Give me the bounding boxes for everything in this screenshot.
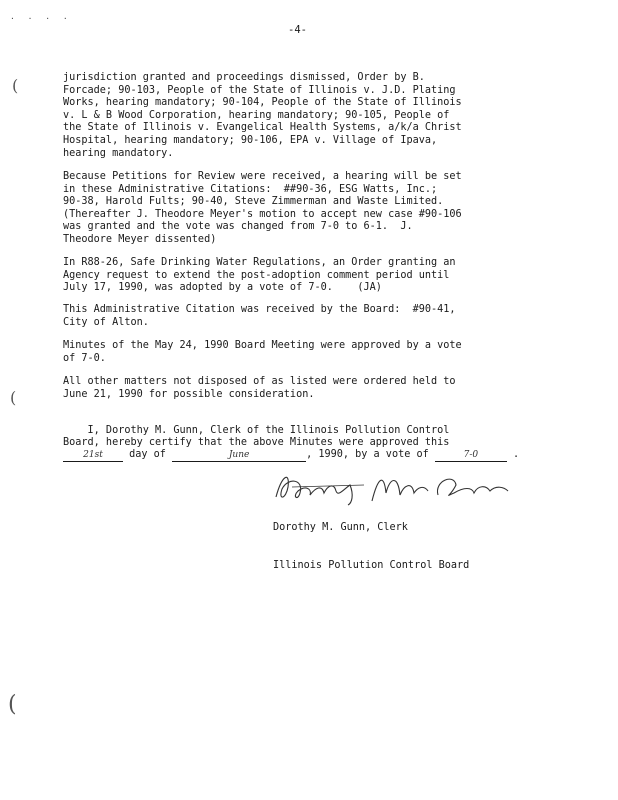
paragraph-case-list: jurisdiction granted and proceedings dismissed, Order by B. Forcade; 90-103, People of the State of Illinois v. J.D. Plating Works, hearing mandatory; 90-104, People of the State of Illinois v. L & B Wood Corporation, hearing mandatory; 90-105, People of the State of Illinois v. Evangelical Health Systems, a/k/a Christ Hospital, hearing mandatory; 90-106, EPA v. Village of Ipava, hearing mandatory. [63, 72, 462, 159]
day-label: day of [123, 449, 173, 460]
paragraph-admin-citation: This Administrative Citation was received by the Board: #90-41, City of Alton. [63, 304, 456, 328]
page-number: -4- [288, 24, 307, 36]
scan-mark-1: ( [12, 76, 19, 95]
day-fill-field: 21st [63, 450, 123, 462]
certification-line-3 [63, 449, 519, 462]
certification-line-2: Board, hereby certify that the above Minutes were approved this [63, 437, 450, 448]
scan-mark-2: ( [10, 388, 17, 407]
signer-title: Illinois Pollution Control Board [273, 559, 470, 571]
paragraph-minutes-approval: Minutes of the May 24, 1990 Board Meeting were approved by a vote of 7-0. [63, 340, 462, 364]
year-text: , 1990, by a vote of [306, 449, 435, 460]
certification-line-1: I, Dorothy M. Gunn, Clerk of the Illinois Pollution Control [63, 425, 450, 436]
signer-name: Dorothy M. Gunn, Clerk [273, 522, 408, 534]
signature-block [273, 497, 469, 598]
paragraph-petitions-review: Because Petitions for Review were received, a hearing will be set in these Administrative Citations: ##90-36, ESG Watts, Inc.; 90-38, Harold Fults; 90-40, Steve Zimmerman and Waste Limited. (Thereafter J. Theodore Meyer's motion to accept new case #90-106 was granted and the vote was changed from 7-0 to 6-1. J. Theodore Meyer dissented) [63, 171, 462, 245]
paragraph-other-matters: All other matters not disposed of as listed were ordered held to June 21, 1990 for possible consideration. [63, 376, 456, 400]
vote-fill-field: 7-0 [435, 450, 507, 462]
paragraph-r88-26: In R88-26, Safe Drinking Water Regulations, an Order granting an Agency request to extend the post-adoption comment period until July 17, 1990, was adopted by a vote of 7-0. (JA) [63, 257, 456, 294]
scan-mark-3: ( [8, 692, 17, 717]
certification-end: . [506, 449, 520, 460]
month-fill-field: June [172, 450, 306, 462]
scan-specks: . . . . [10, 12, 72, 21]
